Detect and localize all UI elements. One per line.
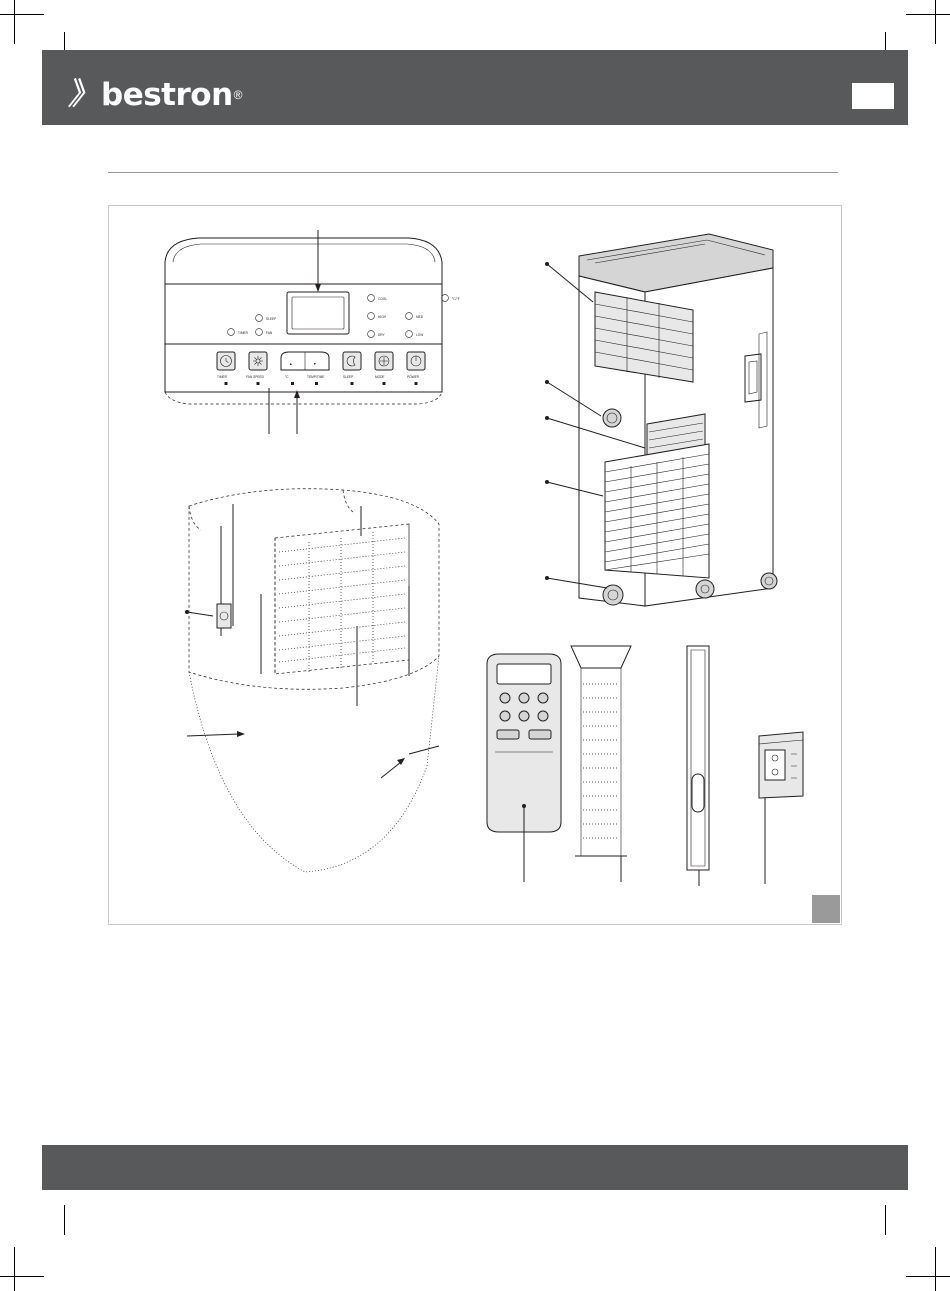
rear-drain-plug: [217, 604, 231, 628]
crop-mark-top-left-v: [14, 0, 15, 44]
btn-timer[interactable]: [217, 352, 235, 385]
remote-control-drawing: [487, 654, 561, 882]
crop-mark-bottom-left-v2: [14, 1247, 15, 1291]
btn-power-label: POWER: [407, 375, 420, 379]
callout-11: [381, 758, 405, 778]
figure-container: [108, 205, 842, 925]
temp-time-group: [281, 352, 329, 385]
btn-fanspeed[interactable]: [246, 352, 267, 385]
crop-mark-bottom-right-v2: [935, 1247, 936, 1291]
ind-high-label: HIGH: [378, 315, 386, 319]
btn-fanspeed-label: FAN SPEED: [246, 375, 264, 379]
ind-dry-led: [368, 331, 375, 338]
btn-up-label: ▲: [289, 362, 293, 366]
remote-btn-4[interactable]: [500, 711, 510, 721]
logo-registered-icon: ®: [233, 88, 243, 102]
btn-mode[interactable]: [375, 352, 393, 385]
ind-cool-label: COOL: [378, 297, 388, 301]
rear-unit-body: [275, 524, 409, 674]
mode-icon: [379, 356, 389, 366]
brand-logo: [66, 77, 243, 113]
ind-timer-led: [228, 329, 235, 336]
indicator-group-left: [228, 315, 277, 336]
ind-low-led: [406, 331, 413, 338]
rotary-knob: [603, 409, 621, 427]
remote-display: [497, 664, 551, 684]
ind-dry-label: DRY: [378, 333, 385, 337]
temp-group-label: TEMP/TIME: [307, 375, 325, 379]
rear-exploded-drawing: [185, 489, 439, 872]
crop-mark-bottom-left-v: [64, 1205, 65, 1235]
wall-adapter-drawing: [759, 732, 803, 884]
ind-timer-label: TIMER: [238, 331, 248, 335]
logo-chevron-icon: 》: [66, 78, 101, 111]
crop-mark-bottom-right-v: [885, 1205, 886, 1235]
btn-sleep-label: SLEEP: [343, 375, 354, 379]
ind-cool-led: [368, 295, 375, 302]
ind-fan-label: FAN: [266, 331, 273, 335]
remote-btn-wide-left[interactable]: [497, 730, 519, 739]
remote-btn-wide-right[interactable]: [529, 730, 551, 739]
ind-sleep-led: [256, 315, 263, 322]
ind-fan-led: [256, 329, 263, 336]
btn-timer-label: TIMER: [217, 375, 227, 379]
header-page-number-box: [852, 83, 894, 109]
btn-down-label: ▼: [313, 362, 317, 366]
section-divider: [108, 172, 838, 173]
air-intake-grille: [605, 444, 709, 578]
crop-mark-top-right-v2: [935, 0, 936, 44]
button-row: [217, 352, 425, 385]
ind-degc-label: °C/°F: [452, 297, 460, 301]
temp-group-left-label: °C: [285, 375, 289, 379]
ind-med-label: MED: [416, 315, 424, 319]
exhaust-hose-drawing: [571, 646, 631, 882]
crop-mark-top-left-h: [0, 14, 44, 15]
window-slider-drawing: [687, 646, 709, 886]
callout-12: [409, 746, 439, 754]
remote-btn-6[interactable]: [538, 711, 548, 721]
logo-wordmark: bestron: [101, 77, 233, 113]
crop-mark-bottom-left-h: [0, 1276, 44, 1277]
btn-power[interactable]: [407, 352, 425, 385]
callout-3: [294, 390, 300, 434]
ind-med-led: [406, 313, 413, 320]
crop-mark-bottom-right-h: [906, 1276, 950, 1277]
display-screen: [287, 292, 349, 334]
indicator-group-right: [368, 295, 460, 338]
ind-high-led: [368, 313, 375, 320]
figure-page-tab: [812, 895, 840, 923]
btn-sleep[interactable]: [343, 352, 361, 385]
btn-mode-label: MODE: [375, 375, 385, 379]
product-diagram: [109, 206, 839, 922]
ind-sleep-label: SLEEP: [266, 317, 277, 321]
callout-1: [315, 230, 321, 292]
ind-degc-led: [442, 295, 449, 302]
footer-band: [42, 1145, 908, 1190]
remote-btn-3[interactable]: [538, 693, 548, 703]
remote-btn-1[interactable]: [500, 693, 510, 703]
main-unit-drawing: [545, 234, 777, 606]
crop-mark-top-right-h: [906, 14, 950, 15]
remote-btn-2[interactable]: [519, 693, 529, 703]
slider-opening: [692, 774, 704, 812]
control-panel-drawing: [165, 230, 460, 434]
adapter-plate: [765, 750, 785, 780]
remote-btn-5[interactable]: [519, 711, 529, 721]
ind-low-label: LOW: [416, 333, 424, 337]
callout-10: [187, 731, 245, 737]
